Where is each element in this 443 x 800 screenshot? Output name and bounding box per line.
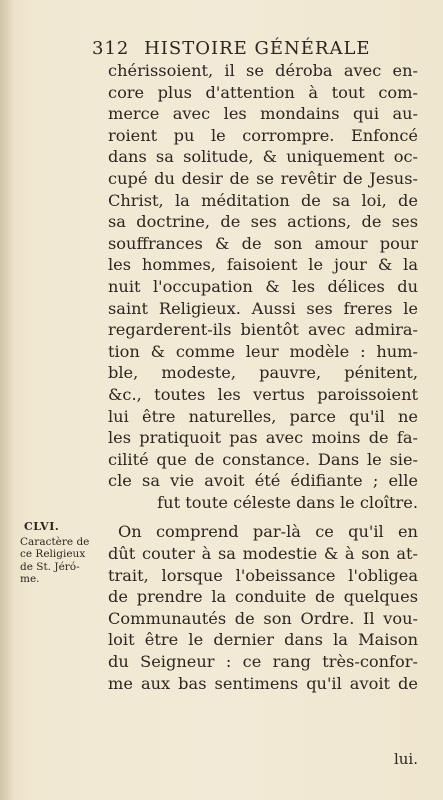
text-line: core plus d'attention à tout com- [108, 82, 418, 102]
running-header [92, 38, 422, 59]
marginal-note [20, 521, 110, 586]
text-line: loit être le dernier dans la Maison [108, 630, 418, 650]
text-line: saint Religieux. Aussi ses freres le [108, 298, 418, 318]
main-text [108, 60, 418, 694]
section-number: CLVI. [24, 520, 60, 533]
catchword: lui. [393, 750, 418, 768]
marginal-note-line: Caractère de [20, 535, 90, 548]
text-line: cilité que de constance. Dans le sie- [108, 449, 418, 469]
paragraph-1 [108, 60, 418, 513]
text-line: tion & comme leur modèle : hum- [108, 341, 418, 361]
text-line: lui être naturelles, parce qu'il ne [108, 406, 418, 426]
text-line: les pratiquoit pas avec moins de fa- [108, 428, 418, 448]
marginal-note-line: ce Religieux [20, 548, 86, 560]
text-line: &c., toutes les vertus paroissoient [108, 384, 418, 404]
running-title: HISTOIRE GÉNÉRALE [144, 38, 371, 59]
text-line: Christ, la méditation de sa loi, de [108, 190, 418, 210]
text-line: Communautés de son Ordre. Il vou- [108, 608, 418, 628]
text-line: du Seigneur : ce rang très-confor- [108, 652, 418, 672]
text-line: trait, lorsque l'obeissance l'obligea [108, 565, 418, 585]
page-gutter-shadow [0, 0, 14, 800]
text-line: nuit l'occupation & les délices du [108, 276, 418, 296]
text-line: sa doctrine, de ses actions, de ses [108, 212, 418, 232]
marginal-note-line: me. [20, 573, 40, 585]
text-line: cupé du desir de se revêtir de Jesus- [108, 168, 418, 188]
text-line: chérissoient, il se déroba avec en- [108, 61, 418, 80]
text-line: cle sa vie avoit été édifiante ; elle [108, 471, 418, 491]
paragraph-2 [108, 521, 418, 694]
text-line: me aux bas sentimens qu'il avoit de [108, 673, 418, 693]
text-line: roient pu le corrompre. Enfoncé [108, 125, 418, 145]
text-line: On comprend par-là ce qu'il en [118, 522, 418, 542]
text-line: fut toute céleste dans le cloître. [157, 492, 418, 512]
text-line: dût couter à sa modestie & à son at- [108, 544, 418, 564]
marginal-note-line: de St. Jéró- [20, 560, 80, 573]
paragraph-gap [108, 513, 418, 521]
text-line: ble, modeste, pauvre, pénitent, [108, 363, 418, 383]
page-number: 312 [92, 38, 130, 59]
text-line: de prendre la conduite de quelques [108, 587, 418, 607]
text-line: regarderent-ils bientôt avec admira- [108, 320, 418, 340]
text-line: dans sa solitude, & uniquement oc- [108, 147, 418, 167]
text-line: les hommes, faisoient le jour & la [108, 255, 418, 275]
text-line: merce avec les mondains qui au- [108, 104, 418, 124]
text-line: souffrances & de son amour pour [108, 233, 418, 253]
